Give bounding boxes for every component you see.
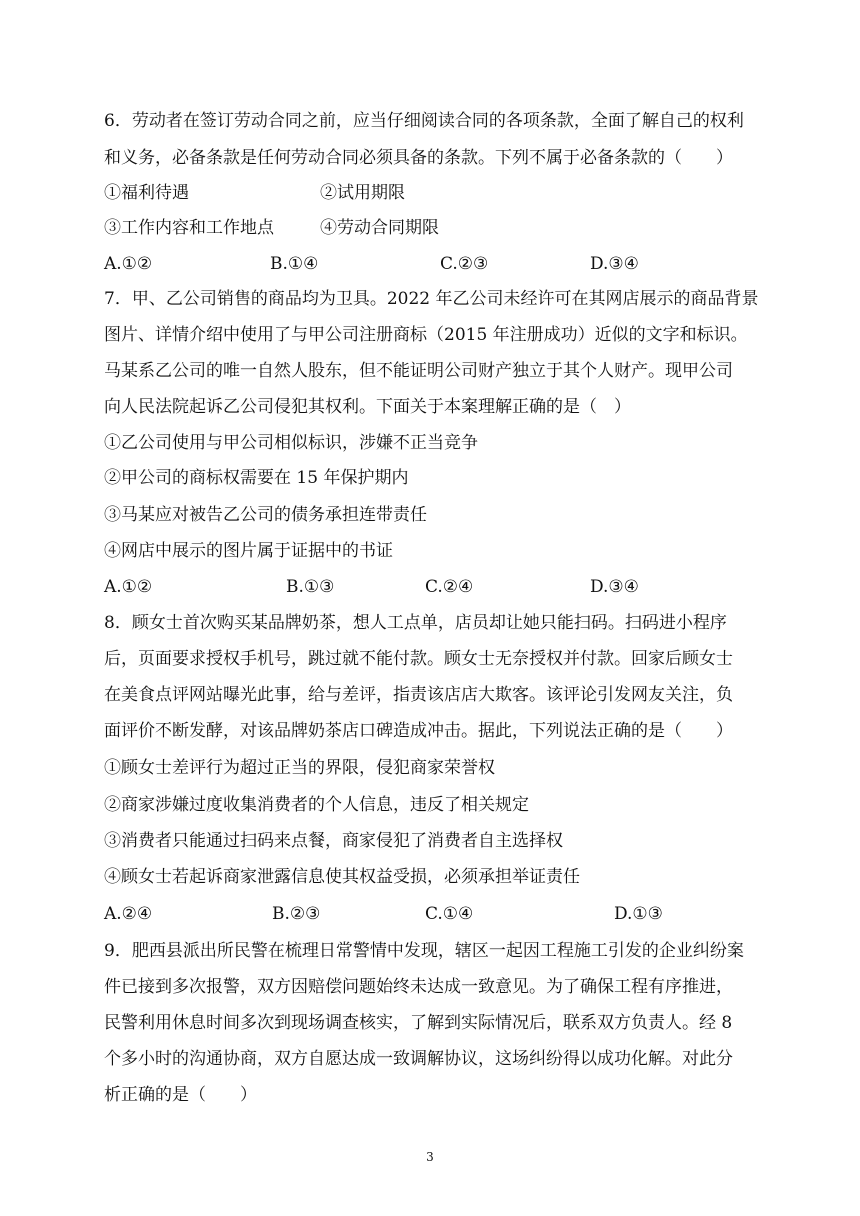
q6-statement-4: ④劳动合同期限 [320,218,439,238]
q9-stem-line-4: 个多小时的沟通协商，双方自愿达成一致调解协议，这场纠纷得以成功化解。对此分 [104,1049,733,1069]
q7-stem-line-3: 马某系乙公司的唯一自然人股东，但不能证明公司财产独立于其个人财产。现甲公司 [104,361,733,381]
q8-option-c: C.①④ [425,904,474,924]
q8-option-d: D.①③ [614,904,663,924]
q8-stem-line-3: 在美食点评网站曝光此事，给与差评，指责该店店大欺客。该评论引发网友关注，负 [104,685,733,705]
q8-stem-line-1: 8．顾女士首次购买某品牌奶茶，想人工点单，店员却让她只能扫码。扫码进小程序 [104,613,727,633]
q7-stem-line-4: 向人民法院起诉乙公司侵犯其权利。下面关于本案理解正确的是（ ） [104,397,631,417]
q6-stem-line-2: 和义务，必备条款是任何劳动合同必须具备的条款。下列不属于必备条款的（ ） [104,148,733,168]
page-number: 3 [426,1150,434,1164]
q7-statement-1: ①乙公司使用与甲公司相似标识，涉嫌不正当竞争 [104,433,478,453]
q7-statement-3: ③马某应对被告乙公司的债务承担连带责任 [104,505,427,525]
q7-statement-2: ②甲公司的商标权需要在 15 年保护期内 [104,468,409,488]
q9-stem-line-5: 析正确的是（ ） [104,1085,257,1105]
q6-option-b: B.①④ [270,254,319,274]
q8-stem-line-4: 面评价不断发酵，对该品牌奶茶店口碑造成冲击。据此，下列说法正确的是（ ） [104,721,733,741]
q9-stem-line-2: 件已接到多次报警，双方因赔偿问题始终未达成一致意见。为了确保工程有序推进， [104,977,733,997]
q6-option-a: A.①② [104,254,153,274]
q7-option-b: B.①③ [286,577,335,597]
q6-statement-2: ②试用期限 [320,183,405,203]
q7-statement-4: ④网店中展示的图片属于证据中的书证 [104,541,393,561]
q9-stem-line-1: 9．肥西县派出所民警在梳理日常警情中发现，辖区一起因工程施工引发的企业纠纷案 [104,941,744,961]
q8-option-a: A.②④ [104,904,153,924]
q8-statement-4: ④顾女士若起诉商家泄露信息使其权益受损，必须承担举证责任 [104,867,580,887]
q9-stem-line-3: 民警利用休息时间多次到现场调查核实，了解到实际情况后，联系双方负责人。经 8 [104,1013,733,1033]
q6-option-d: D.③④ [590,254,639,274]
q8-statement-3: ③消费者只能通过扫码来点餐，商家侵犯了消费者自主选择权 [104,831,563,851]
q8-statement-1: ①顾女士差评行为超过正当的界限，侵犯商家荣誉权 [104,758,495,778]
q7-stem-line-1: 7．甲、乙公司销售的商品均为卫具。2022 年乙公司未经许可在其网店展示的商品背景 [104,289,759,309]
q6-option-c: C.②③ [440,254,489,274]
q8-option-b: B.②③ [272,904,321,924]
q6-statement-3: ③工作内容和工作地点 [104,218,274,238]
q6-stem-line-1: 6．劳动者在签订劳动合同之前，应当仔细阅读合同的各项条款，全面了解自己的权利 [104,111,744,131]
q8-statement-2: ②商家涉嫌过度收集消费者的个人信息，违反了相关规定 [104,795,529,815]
q7-option-c: C.②④ [425,577,474,597]
q7-stem-line-2: 图片、详情介绍中使用了与甲公司注册商标（2015 年注册成功）近似的文字和标识。 [104,325,748,345]
q7-option-a: A.①② [104,577,153,597]
q6-statement-1: ①福利待遇 [104,183,189,203]
q8-stem-line-2: 后，页面要求授权手机号，跳过就不能付款。顾女士无奈授权并付款。回家后顾女士 [104,649,733,669]
q7-option-d: D.③④ [590,577,639,597]
